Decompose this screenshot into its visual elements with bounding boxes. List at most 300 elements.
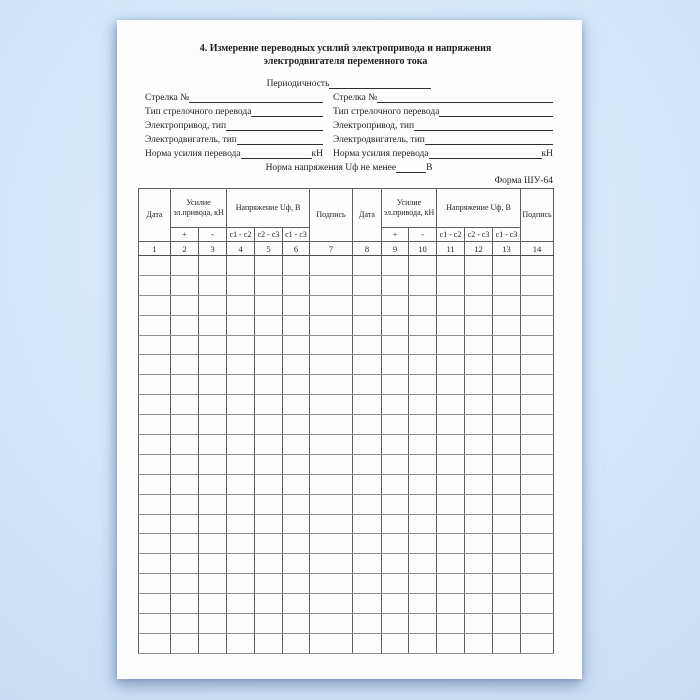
table-cell bbox=[465, 534, 493, 554]
table-cell bbox=[493, 256, 521, 276]
col-date-left: Дата bbox=[139, 189, 171, 242]
table-cell bbox=[171, 256, 199, 276]
arrow-label-right: Стрелка № bbox=[333, 93, 378, 103]
table-cell bbox=[521, 554, 554, 574]
table-cell bbox=[310, 295, 353, 315]
table-cell bbox=[382, 454, 409, 474]
table-cell bbox=[255, 554, 283, 574]
table-cell bbox=[521, 355, 554, 375]
table-cell bbox=[199, 335, 227, 355]
table-cell bbox=[199, 435, 227, 455]
table-cell bbox=[139, 315, 171, 335]
voltage-norm-unit: В bbox=[426, 163, 433, 173]
drive-type-row bbox=[145, 119, 553, 133]
table-cell bbox=[310, 534, 353, 554]
table-cell bbox=[139, 494, 171, 514]
table-cell bbox=[139, 554, 171, 574]
table-cell bbox=[465, 594, 493, 614]
col-number: 8 bbox=[353, 242, 382, 256]
col-c2c3-left: с2 - с3 bbox=[255, 228, 283, 242]
table-cell bbox=[493, 594, 521, 614]
table-cell bbox=[465, 355, 493, 375]
table-cell bbox=[493, 574, 521, 594]
table-cell bbox=[227, 594, 255, 614]
table-cell bbox=[255, 315, 283, 335]
table-cell bbox=[171, 514, 199, 534]
force-norm-unit-left: кН bbox=[311, 149, 323, 159]
table-cell bbox=[353, 494, 382, 514]
measurement-table bbox=[138, 188, 554, 654]
arrow-number-row bbox=[145, 91, 553, 105]
table-cell bbox=[310, 514, 353, 534]
table-cell bbox=[227, 554, 255, 574]
table-cell bbox=[493, 435, 521, 455]
col-signature-left: Подпись bbox=[310, 189, 353, 242]
table-cell bbox=[139, 633, 171, 653]
table-cell bbox=[437, 275, 465, 295]
col-number: 14 bbox=[521, 242, 554, 256]
table-cell bbox=[227, 275, 255, 295]
table-row bbox=[139, 514, 554, 534]
table-cell bbox=[171, 315, 199, 335]
col-voltage-group-left: Напряжение Uф, В bbox=[227, 189, 310, 228]
table-cell bbox=[255, 375, 283, 395]
table-cell bbox=[139, 454, 171, 474]
table-cell bbox=[227, 256, 255, 276]
table-row bbox=[139, 454, 554, 474]
table-cell bbox=[199, 633, 227, 653]
table-cell bbox=[353, 574, 382, 594]
table-cell bbox=[493, 315, 521, 335]
table-cell bbox=[521, 594, 554, 614]
table-row bbox=[139, 474, 554, 494]
table-cell bbox=[353, 633, 382, 653]
table-cell bbox=[255, 614, 283, 634]
table-cell bbox=[199, 315, 227, 335]
table-row bbox=[139, 355, 554, 375]
table-cell bbox=[465, 554, 493, 574]
table-cell bbox=[139, 614, 171, 634]
table-cell bbox=[283, 534, 310, 554]
table-cell bbox=[255, 494, 283, 514]
table-cell bbox=[139, 435, 171, 455]
table-cell bbox=[409, 395, 437, 415]
motor-label-left: Электродвигатель, тип bbox=[145, 135, 237, 145]
table-cell bbox=[171, 614, 199, 634]
table-cell bbox=[353, 315, 382, 335]
table-cell bbox=[437, 534, 465, 554]
col-force-group-right: Усилие эл.привода, кН bbox=[382, 189, 437, 228]
table-cell bbox=[493, 554, 521, 574]
table-cell bbox=[465, 375, 493, 395]
table-cell bbox=[227, 633, 255, 653]
table-row bbox=[139, 574, 554, 594]
table-cell bbox=[409, 315, 437, 335]
table-cell bbox=[171, 494, 199, 514]
table-cell bbox=[409, 335, 437, 355]
table-cell bbox=[521, 395, 554, 415]
table-cell bbox=[493, 355, 521, 375]
table-cell bbox=[199, 514, 227, 534]
table-cell bbox=[310, 275, 353, 295]
table-cell bbox=[139, 514, 171, 534]
table-cell bbox=[353, 614, 382, 634]
table-cell bbox=[227, 534, 255, 554]
table-cell bbox=[521, 574, 554, 594]
table-cell bbox=[283, 355, 310, 375]
table-cell bbox=[139, 355, 171, 375]
col-number: 4 bbox=[227, 242, 255, 256]
force-norm-label-right: Норма усилия перевода bbox=[333, 149, 429, 159]
table-row bbox=[139, 335, 554, 355]
col-number: 7 bbox=[310, 242, 353, 256]
table-cell bbox=[493, 474, 521, 494]
table-cell bbox=[409, 633, 437, 653]
table-cell bbox=[171, 395, 199, 415]
drive-label-left: Электропривод, тип bbox=[145, 121, 227, 131]
table-cell bbox=[255, 454, 283, 474]
table-cell bbox=[353, 295, 382, 315]
table-cell bbox=[139, 375, 171, 395]
table-cell bbox=[255, 355, 283, 375]
periodicity-row bbox=[145, 77, 553, 91]
table-cell bbox=[171, 454, 199, 474]
table-cell bbox=[353, 554, 382, 574]
table-cell bbox=[199, 614, 227, 634]
arrow-blank-right bbox=[377, 91, 553, 103]
table-cell bbox=[199, 275, 227, 295]
table-cell bbox=[310, 554, 353, 574]
table-cell bbox=[521, 375, 554, 395]
table-cell bbox=[493, 295, 521, 315]
table-cell bbox=[409, 415, 437, 435]
table-cell bbox=[139, 415, 171, 435]
table-cell bbox=[139, 474, 171, 494]
table-cell bbox=[310, 435, 353, 455]
table-cell bbox=[171, 295, 199, 315]
form-title-line1: 4. Измерение переводных усилий электропривода и напряжения bbox=[199, 43, 492, 54]
table-cell bbox=[227, 415, 255, 435]
table-cell bbox=[199, 375, 227, 395]
table-cell bbox=[353, 415, 382, 435]
table-cell bbox=[283, 554, 310, 574]
table-cell bbox=[382, 275, 409, 295]
drive-blank-right bbox=[414, 119, 553, 131]
col-minus-right: - bbox=[409, 228, 437, 242]
table-cell bbox=[353, 594, 382, 614]
table-cell bbox=[521, 415, 554, 435]
col-c1c3-right: с1 - с3 bbox=[493, 228, 521, 242]
table-cell bbox=[521, 534, 554, 554]
table-cell bbox=[283, 633, 310, 653]
table-cell bbox=[382, 633, 409, 653]
table-cell bbox=[353, 355, 382, 375]
table-cell bbox=[409, 295, 437, 315]
table-cell bbox=[493, 633, 521, 653]
table-cell bbox=[521, 614, 554, 634]
table-body bbox=[139, 256, 554, 654]
table-cell bbox=[521, 256, 554, 276]
table-cell bbox=[310, 454, 353, 474]
table-cell bbox=[310, 574, 353, 594]
table-cell bbox=[382, 494, 409, 514]
table-cell bbox=[382, 375, 409, 395]
form-title-line2: электродвигателя переменного тока bbox=[263, 56, 428, 67]
form-title bbox=[138, 42, 553, 68]
table-cell bbox=[227, 494, 255, 514]
table-cell bbox=[255, 295, 283, 315]
table-cell bbox=[493, 375, 521, 395]
table-cell bbox=[283, 295, 310, 315]
voltage-norm-blank bbox=[396, 161, 426, 173]
switch-type-row bbox=[145, 105, 553, 119]
table-cell bbox=[465, 514, 493, 534]
col-number: 10 bbox=[409, 242, 437, 256]
table-cell bbox=[437, 256, 465, 276]
table-cell bbox=[310, 633, 353, 653]
motor-blank-left bbox=[237, 133, 323, 145]
table-row bbox=[139, 435, 554, 455]
table-cell bbox=[493, 335, 521, 355]
table-cell bbox=[493, 494, 521, 514]
table-cell bbox=[255, 415, 283, 435]
table-cell bbox=[521, 295, 554, 315]
table-cell bbox=[139, 275, 171, 295]
table-cell bbox=[227, 335, 255, 355]
table-row bbox=[139, 633, 554, 653]
table-cell bbox=[493, 514, 521, 534]
table-cell bbox=[353, 435, 382, 455]
table-cell bbox=[199, 355, 227, 375]
table-cell bbox=[409, 534, 437, 554]
table-cell bbox=[199, 454, 227, 474]
table-cell bbox=[437, 554, 465, 574]
table-cell bbox=[171, 534, 199, 554]
table-cell bbox=[465, 474, 493, 494]
table-cell bbox=[437, 494, 465, 514]
table-cell bbox=[521, 315, 554, 335]
table-cell bbox=[310, 256, 353, 276]
voltage-norm-row bbox=[145, 161, 553, 175]
table-cell bbox=[493, 454, 521, 474]
table-cell bbox=[521, 514, 554, 534]
table-cell bbox=[171, 375, 199, 395]
table-cell bbox=[227, 395, 255, 415]
col-number: 2 bbox=[171, 242, 199, 256]
table-cell bbox=[465, 454, 493, 474]
table-cell bbox=[310, 395, 353, 415]
table-cell bbox=[283, 614, 310, 634]
force-norm-row bbox=[145, 147, 553, 161]
table-cell bbox=[310, 594, 353, 614]
table-cell bbox=[437, 474, 465, 494]
switch-type-blank-right bbox=[439, 105, 553, 117]
table-cell bbox=[437, 395, 465, 415]
table-cell bbox=[382, 335, 409, 355]
table-cell bbox=[521, 435, 554, 455]
table-cell bbox=[493, 415, 521, 435]
col-force-group-left: Усилие эл.привода, кН bbox=[171, 189, 227, 228]
table-row bbox=[139, 256, 554, 276]
col-number: 9 bbox=[382, 242, 409, 256]
force-norm-unit-right: кН bbox=[541, 149, 553, 159]
table-cell bbox=[437, 614, 465, 634]
table-cell bbox=[521, 474, 554, 494]
table-cell bbox=[465, 633, 493, 653]
table-cell bbox=[521, 275, 554, 295]
col-number: 13 bbox=[493, 242, 521, 256]
table-cell bbox=[353, 256, 382, 276]
table-cell bbox=[199, 594, 227, 614]
table-row bbox=[139, 554, 554, 574]
table-cell bbox=[227, 514, 255, 534]
table-cell bbox=[353, 474, 382, 494]
force-norm-blank-right bbox=[429, 147, 542, 159]
table-cell bbox=[310, 494, 353, 514]
table-cell bbox=[283, 594, 310, 614]
table-cell bbox=[382, 534, 409, 554]
table-cell bbox=[465, 315, 493, 335]
table-cell bbox=[382, 355, 409, 375]
drive-blank-left bbox=[226, 119, 323, 131]
col-plus-left: + bbox=[171, 228, 199, 242]
table-cell bbox=[465, 295, 493, 315]
table-cell bbox=[310, 335, 353, 355]
table-cell bbox=[171, 554, 199, 574]
table-row bbox=[139, 315, 554, 335]
table-row bbox=[139, 614, 554, 634]
table-row bbox=[139, 275, 554, 295]
table-cell bbox=[465, 614, 493, 634]
table-cell bbox=[283, 514, 310, 534]
table-cell bbox=[227, 574, 255, 594]
col-date-right: Дата bbox=[353, 189, 382, 242]
table-cell bbox=[409, 614, 437, 634]
table-cell bbox=[465, 494, 493, 514]
table-cell bbox=[409, 594, 437, 614]
col-number: 11 bbox=[437, 242, 465, 256]
table-cell bbox=[283, 474, 310, 494]
table-cell bbox=[382, 435, 409, 455]
table-cell bbox=[353, 454, 382, 474]
table-cell bbox=[382, 395, 409, 415]
table-cell bbox=[493, 534, 521, 554]
table-cell bbox=[310, 375, 353, 395]
table-cell bbox=[199, 395, 227, 415]
table-cell bbox=[465, 395, 493, 415]
table-cell bbox=[382, 594, 409, 614]
table-cell bbox=[227, 614, 255, 634]
switch-type-label-right: Тип стрелочного перевода bbox=[333, 107, 440, 117]
motor-label-right: Электродвигатель, тип bbox=[333, 135, 425, 145]
table-cell bbox=[171, 574, 199, 594]
table-cell bbox=[437, 594, 465, 614]
voltage-norm-label: Норма напряжения Uф не менее bbox=[265, 163, 397, 173]
table-cell bbox=[437, 454, 465, 474]
arrow-label-left: Стрелка № bbox=[145, 93, 190, 103]
table-cell bbox=[465, 335, 493, 355]
table-cell bbox=[493, 614, 521, 634]
table-row bbox=[139, 534, 554, 554]
table-cell bbox=[437, 375, 465, 395]
table-cell bbox=[227, 355, 255, 375]
table-cell bbox=[283, 315, 310, 335]
table-cell bbox=[409, 494, 437, 514]
table-cell bbox=[437, 335, 465, 355]
col-number: 3 bbox=[199, 242, 227, 256]
table-cell bbox=[171, 474, 199, 494]
table-cell bbox=[310, 474, 353, 494]
col-number: 6 bbox=[283, 242, 310, 256]
table-cell bbox=[382, 554, 409, 574]
table-column-numbers-row bbox=[139, 242, 554, 256]
table-cell bbox=[382, 415, 409, 435]
table-cell bbox=[409, 454, 437, 474]
table-cell bbox=[465, 256, 493, 276]
table-cell bbox=[382, 315, 409, 335]
table-cell bbox=[255, 514, 283, 534]
table-cell bbox=[521, 454, 554, 474]
form-code-label: Форма ШУ-64 bbox=[494, 176, 553, 186]
table-row bbox=[139, 415, 554, 435]
table-cell bbox=[283, 435, 310, 455]
table-cell bbox=[382, 256, 409, 276]
motor-type-row bbox=[145, 133, 553, 147]
table-cell bbox=[521, 633, 554, 653]
table-cell bbox=[139, 295, 171, 315]
table-cell bbox=[283, 375, 310, 395]
table-cell bbox=[139, 395, 171, 415]
table-cell bbox=[437, 295, 465, 315]
col-minus-left: - bbox=[199, 228, 227, 242]
table-cell bbox=[283, 335, 310, 355]
table-cell bbox=[171, 335, 199, 355]
table-cell bbox=[493, 395, 521, 415]
table-cell bbox=[171, 355, 199, 375]
table-cell bbox=[199, 256, 227, 276]
table-cell bbox=[199, 415, 227, 435]
table-cell bbox=[283, 415, 310, 435]
table-cell bbox=[409, 435, 437, 455]
table-cell bbox=[171, 415, 199, 435]
table-cell bbox=[171, 435, 199, 455]
col-c1c3-left: с1 - с3 bbox=[283, 228, 310, 242]
table-cell bbox=[382, 614, 409, 634]
table-cell bbox=[382, 295, 409, 315]
table-row bbox=[139, 594, 554, 614]
table-cell bbox=[521, 335, 554, 355]
table-cell bbox=[437, 355, 465, 375]
form-page bbox=[117, 20, 582, 679]
table-cell bbox=[139, 534, 171, 554]
table-row bbox=[139, 395, 554, 415]
table-cell bbox=[521, 494, 554, 514]
table-cell bbox=[409, 574, 437, 594]
table-cell bbox=[382, 514, 409, 534]
table-cell bbox=[465, 435, 493, 455]
table-cell bbox=[255, 435, 283, 455]
table-cell bbox=[409, 474, 437, 494]
table-header-row-1 bbox=[139, 189, 554, 228]
table-cell bbox=[493, 275, 521, 295]
table-cell bbox=[227, 474, 255, 494]
table-cell bbox=[227, 295, 255, 315]
table-cell bbox=[283, 256, 310, 276]
periodicity-blank bbox=[329, 77, 431, 89]
table-cell bbox=[227, 435, 255, 455]
table-cell bbox=[255, 275, 283, 295]
table-cell bbox=[437, 574, 465, 594]
